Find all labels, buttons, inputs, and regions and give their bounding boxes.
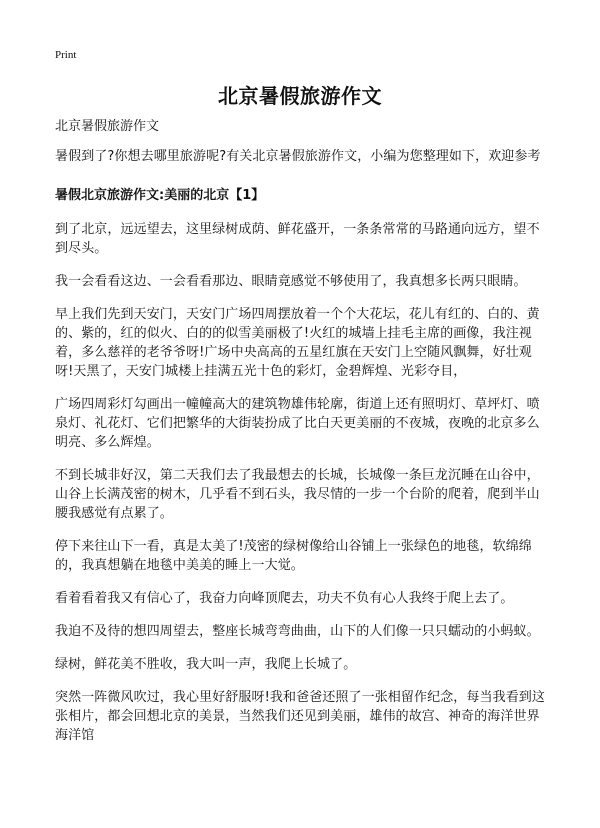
paragraph: 停下来往山下一看，真是太美了!茂密的绿树像给山谷铺上一张绿色的地毯，软绵绵的，我真想躺在地毯中美美的睡上一大觉。 [55, 539, 532, 573]
paragraph: 我一会看看这边、一会看看那边、眼睛竟感觉不够使用了，我真想多长两只眼睛。 [55, 274, 527, 289]
paragraph: 不到长城非好汉，第二天我们去了我最想去的长城，长城像一条巨龙沉睡在山谷中，山谷上长满茂密的树木，几乎看不到石头，我尽情的一步一个台阶的爬着，爬到半山腰我感觉有点累了。 [55, 468, 540, 521]
paragraph: 看着看着我又有信心了，我奋力向峰顶爬去，功夫不负有心人我终于爬上去了。 [55, 591, 514, 606]
paragraph: 突然一阵微风吹过，我心里好舒服呀!我和爸爸还照了一张相留作纪念，每当我看到这张相片，都会回想北京的美景，当然我们还见到美丽，雄伟的故宫、神奇的海洋世界海洋馆 [55, 690, 546, 743]
paragraph: 绿树，鲜花美不胜收，我大叫一声，我爬上长城了。 [55, 657, 357, 672]
intro-paragraph: 暑假到了?你想去哪里旅游呢?有关北京暑假旅游作文，小编为您整理如下，欢迎参考 [55, 149, 541, 164]
document-title: 北京暑假旅游作文 [218, 84, 382, 108]
print-label: Print [55, 49, 77, 61]
paragraph: 我迫不及待的想四周望去，整座长城弯弯曲曲，山下的人们像一只只蠕动的小蚂蚁。 [55, 624, 540, 639]
section-heading: 暑假北京旅游作文:美丽的北京【1】 [55, 188, 265, 203]
document-subtitle: 北京暑假旅游作文 [55, 119, 160, 134]
paragraph: 早上我们先到天安门，天安门广场四周摆放着一个个大花坛，花儿有红的、白的、黄的、紫的，红的似火、白的的似雪美丽极了!火红的城墙上挂毛主席的画像，我注视着，多么慈祥的老爷爷呀!广场中央高高的五星红旗在天安门上空随风飘舞，好壮观呀!天黑了，天安门城楼上挂满五光十色的彩灯，金碧辉煌、光彩夺目， [55, 307, 540, 379]
paragraph: 到了北京，远远望去，这里绿树成荫、鲜花盛开，一条条常常的马路通向远方，望不到尽头。 [55, 222, 540, 256]
document-body [55, 117, 545, 759]
paragraph: 广场四周彩灯勾画出一幢幢高大的建筑物雄伟轮廓，街道上还有照明灯、草坪灯、喷泉灯、礼花灯、它们把繁华的大街装扮成了比白天更美丽的不夜城，夜晚的北京多么明亮、多么辉煌。 [55, 397, 540, 450]
